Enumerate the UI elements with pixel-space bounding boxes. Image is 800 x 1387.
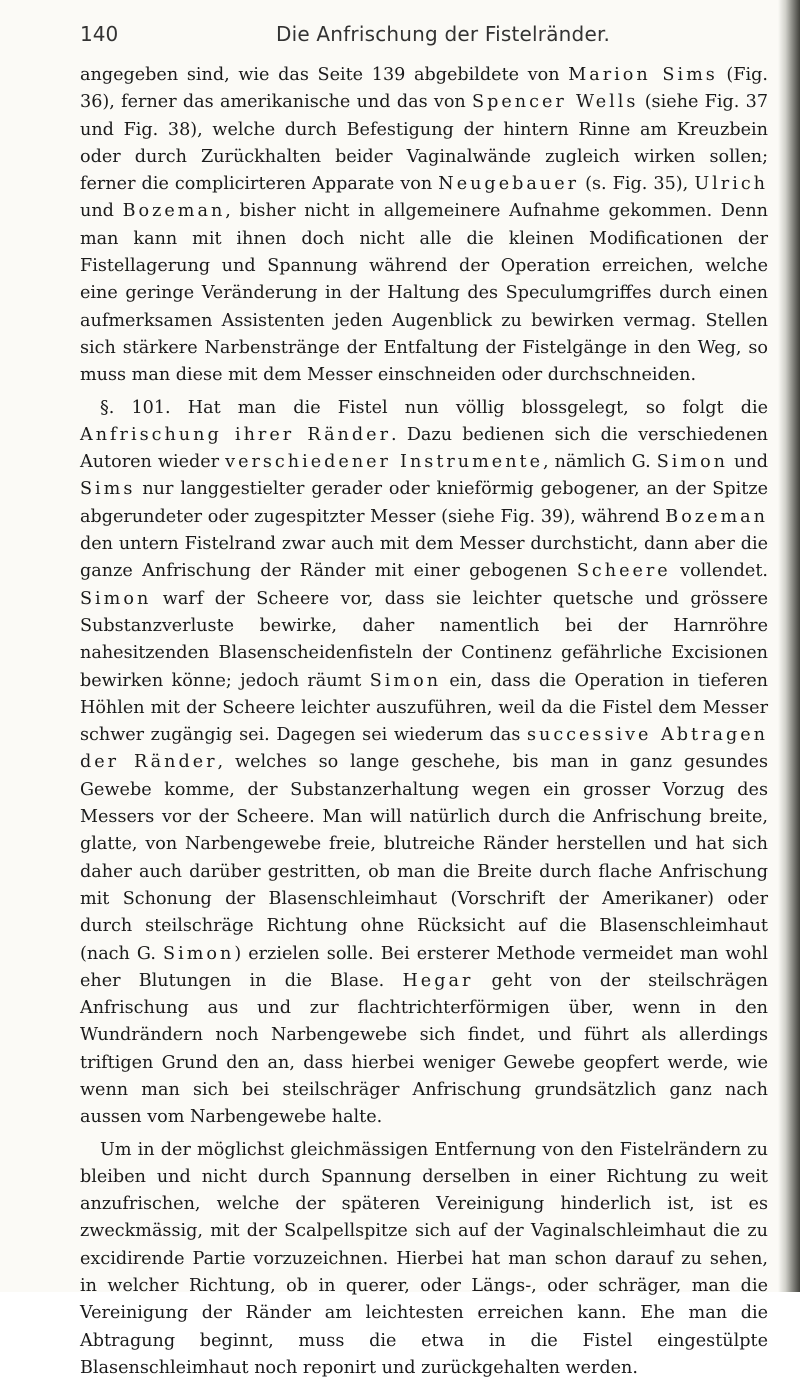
spaced-name-text: Simon: [656, 452, 729, 473]
text-run: Um in der möglichst gleichmässigen Entfernung von den Fistelrändern zu bleiben und nicht durch Spannung derselben in einer Richtung zu weit anzufrischen, welche der späteren Vereinigung hinderlich ist, ist es zweckmässig, mit der Scalpellspitze sich auf der Vaginalschleimhaut die zu excidirende Partie vorzuzeichnen. Hierbei hat man schon darauf zu sehen, in welcher Richtung, ob in querer, oder Längs-, oder schräger, man die Vereinigung der Ränder am leichtesten erreichen kann. Ehe man die Abtragung beginnt, muss die etwa in die Fistel eingestülpte Blasenschleimhaut noch reponirt und zurückgehalten werden.: [80, 1139, 768, 1378]
spaced-name-text: Bozeman: [122, 201, 226, 222]
spaced-name-text: Simon: [163, 943, 235, 964]
spaced-name-text: Bozeman: [665, 506, 768, 527]
paragraph: [80, 1137, 768, 1383]
text-run: vollendet.: [670, 561, 768, 582]
paragraph: [80, 62, 768, 390]
page-number: 140: [80, 22, 119, 46]
spaced-name-text: Neugebauer: [438, 174, 580, 195]
spaced-name-text: Hegar: [402, 970, 474, 991]
text-run: angegeben sind, wie das Seite 139 abgebildete von: [80, 65, 569, 85]
spaced-name-text: Simon: [80, 588, 152, 609]
text-run: (siehe Fig. 37 und Fig. 38), welche durch Befestigung der hintern Rinne am Kreuzbein oder durch Zurückhalten beider Vaginalwände zugleich wirken sollen; ferner die complicirteren Apparate von: [80, 92, 769, 195]
text-run: ein, dass die Operation in tieferen Höhlen mit der Scheere leichter auszuführen, weil da die Fistel dem Messer schwer zugängig sei. Dagegen sei wiederum das: [80, 670, 769, 746]
text-run: , welches so lange geschehe, bis man in ganz gesundes Gewebe komme, der Substanzerhaltung wegen ein grosser Vorzug des Messers vor der Scheere. Man will natürlich durch die Anfrischung breite, glatte, von Narbengewebe freie, blutreiche Ränder herstellen und hat sich daher auch darüber gestritten, ob man die Breite durch flache Anfrischung mit Schonung der Blasenschleimhaut (Vorschrift der Amerikaner) oder durch steilschräge Richtung ohne Rücksicht auf die Blasenschleimhaut (nach G.: [80, 752, 769, 964]
text-run: , bisher nicht in allgemeinere Aufnahme gekommen. Denn man kann mit ihnen doch nicht alle die kleinen Modificationen der Fistellagerung und Spannung während der Operation erreichen, welche eine geringe Veränderung in der Haltung des Speculumgriffes durch einen aufmerksamen Assistenten jeden Augenblick zu bewirken vermag. Stellen sich stärkere Narbenstränge der Entfaltung der Fistelgänge in den Weg, so muss man diese mit dem Messer einschneiden oder durchschneiden.: [80, 201, 768, 386]
running-head: Die Anfrischung der Fistelränder.: [276, 22, 611, 46]
paragraph: [80, 395, 768, 1132]
spaced-name-text: Scheere: [576, 561, 671, 582]
text-run: den untern Fistelrand zwar auch mit dem Messer durchsticht, dann aber die ganze Anfrischung der Ränder mit einer gebogenen: [80, 534, 768, 582]
spaced-name-text: successive Abtragen der Ränder: [80, 725, 768, 773]
spaced-name-text: Spencer Wells: [472, 92, 639, 113]
spaced-name-text: verschiedener Instrumente: [225, 452, 544, 473]
spaced-name-text: Simon: [369, 670, 442, 691]
text-run: (s. Fig. 35),: [579, 174, 695, 195]
text-run: warf der Scheere vor, dass sie leichter quetsche und grössere Substanzverluste bewirke, daher namentlich bei der Harnröhre nahesitzenden Blasenscheidenfisteln der Continenz gefährliche Excisionen bewirken könne; jedoch räumt: [80, 588, 768, 691]
text-run: . Dazu bedienen sich die verschiedenen Autoren wieder: [80, 424, 768, 473]
text-run: (Fig. 36), ferner das amerikanische und das von: [80, 65, 768, 113]
text-run: §. 101. Hat man die Fistel nun völlig blossgelegt, so folgt die: [100, 397, 768, 418]
text-run: nur langgestielter gerader oder knieförmig gebogener, an der Spitze abgerundeter oder zugespitzter Messer (siehe Fig. 39), während: [80, 479, 768, 527]
text-run: geht von der steilschrägen Anfrischung aus und zur flachtrichterförmigen über, wenn in den Wundrändern noch Narbengewebe sich findet, und führt als allerdings triftigen Grund den an, dass hierbei weniger Gewebe geopfert werde, wie wenn man sich bei steilschräger Anfrischung grundsätzlich ganz nach aussen vom Narbengewebe halte.: [80, 970, 768, 1128]
spaced-name-text: Ulrich: [694, 174, 769, 195]
text-run: und: [728, 452, 768, 473]
text-run: , nämlich G.: [543, 452, 657, 473]
page-edge-shadow: [778, 0, 800, 1292]
page-header: [80, 22, 770, 50]
body-text: [80, 62, 768, 1387]
spaced-name-text: Anfrischung ihrer Ränder: [80, 424, 391, 445]
spaced-name-text: Marion Sims: [568, 65, 718, 85]
text-run: und: [80, 201, 123, 222]
text-run: ) erzielen solle. Bei ersterer Methode vermeidet man wohl eher Blutungen in die Blase.: [80, 943, 768, 991]
spaced-name-text: Sims: [80, 479, 136, 500]
